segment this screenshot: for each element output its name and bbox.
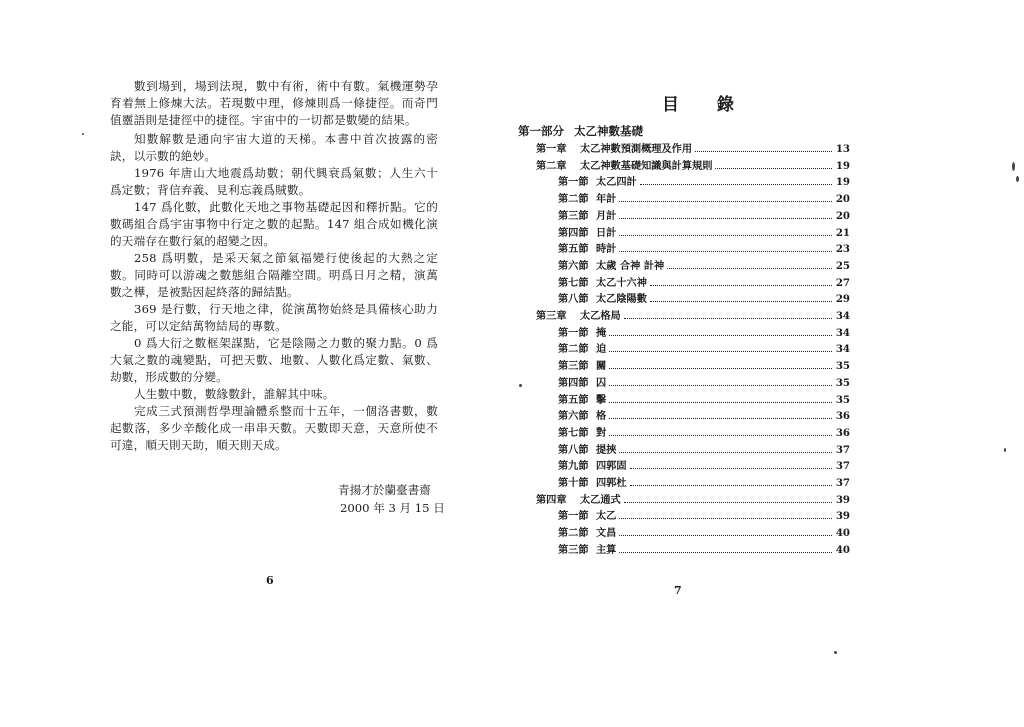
toc-leader-dots: [640, 183, 832, 185]
body-paragraph: 1976 年唐山大地震爲劫數；朝代興衰爲氣數；人生六十爲定數；背信弃義、見利忘義爲賊數。: [110, 166, 438, 197]
toc-entry-page: 20: [835, 193, 850, 206]
toc-entry-title: 擊: [596, 393, 607, 406]
toc-leader-dots: [609, 417, 832, 419]
toc-entry-label: 第一節: [558, 176, 589, 189]
signature-line: 青揚才於蘭臺書齋: [338, 483, 431, 497]
scan-speck: [1016, 176, 1019, 182]
toc-entry-label: 第二章: [536, 159, 567, 172]
toc-entry: [512, 274, 850, 289]
toc-entry-title: 太乙陰陽數: [596, 293, 647, 306]
scan-speck: [834, 651, 837, 654]
toc-entry: [512, 290, 850, 305]
body-paragraph: 0 爲大衍之數框架謀點，它是陰陽之力數的聚力點。0 爲大氣之數的魂變點，可把天數、地數、人數化爲定數、氣數、劫數，形成數的分變。: [110, 336, 438, 384]
toc-entry-title: 月計: [596, 209, 617, 222]
toc-entry-title: 對: [596, 426, 607, 439]
toc-leader-dots: [609, 334, 832, 336]
toc-leader-dots: [609, 367, 832, 369]
toc-leader-dots: [619, 234, 832, 236]
toc-entry-label: 第五節: [558, 393, 589, 406]
toc-entry-title: 太乙: [596, 510, 617, 523]
toc-leader-dots: [619, 250, 832, 252]
toc-entry-page: 35: [835, 360, 850, 373]
toc-entry-label: 第一章: [536, 143, 567, 155]
toc-entry-page: 35: [835, 376, 850, 389]
toc-entry-page: 37: [835, 460, 850, 473]
body-paragraph: 數到場到，場到法現，數中有術，術中有數。氣機運勢孕育着無上修煉大法。若現數中理，修煉則爲一條捷徑。而奇門值靈語則是捷徑中的捷徑。宇宙中的一切都是數變的結果。: [110, 79, 438, 127]
toc-entry-page: 19: [835, 176, 850, 189]
scan-speck: [1004, 448, 1006, 452]
toc-entry-label: 第八節: [558, 443, 589, 456]
toc-entry-title: 迫: [596, 343, 607, 356]
toc-entry-page: 19: [835, 159, 850, 172]
toc-entry: [512, 457, 850, 472]
toc-entry: [512, 391, 850, 406]
toc-entry: [512, 240, 850, 255]
toc-leader-dots: [619, 551, 832, 553]
toc-leader-dots: [667, 267, 832, 269]
toc-entry-label: 第八節: [558, 293, 589, 306]
toc-entry: [512, 424, 850, 439]
toc-entry-page: 40: [835, 527, 850, 540]
toc-entry-label: 第三節: [558, 209, 589, 222]
toc-entry-title: 格: [596, 410, 607, 423]
toc-entry-title: 關: [596, 360, 607, 373]
body-paragraph: 完成三式預測哲學理論體系整而十五年，一個洛書數，數起數落，多少辛酸化成一串串天數。天數即天意，天意所使不可違，順天則天助，順天則天成。: [110, 404, 438, 452]
toc-entry-page: 29: [835, 293, 850, 306]
toc-part-label: 第一部分: [518, 124, 564, 138]
scan-speck: [1012, 162, 1015, 171]
toc-entry-title: 太乙格局: [580, 310, 621, 322]
toc-entry-page: 21: [835, 226, 850, 239]
toc-entry: [512, 441, 850, 456]
toc-leader-dots: [619, 451, 832, 453]
scan-speck: [519, 384, 522, 387]
toc-entry-title: 年計: [596, 193, 617, 206]
toc-entry: [512, 474, 850, 489]
toc-entry-title: 文昌: [596, 527, 617, 540]
toc-leader-dots: [624, 501, 832, 503]
toc-entry-page: 34: [835, 343, 850, 356]
toc-entry: [512, 307, 850, 322]
toc-entry-page: 39: [835, 510, 850, 523]
toc-entry-title: 日計: [596, 226, 617, 239]
toc-entry: [512, 407, 850, 422]
toc-leader-dots: [630, 484, 832, 486]
toc-entry: [512, 190, 850, 205]
toc-entry-label: 第九節: [558, 460, 589, 473]
toc-leader-dots: [650, 284, 832, 286]
toc-leader-dots: [624, 317, 832, 319]
body-paragraph: 258 爲明數，是采天氣之節氣福變行使後起的大熱之定數。同時可以游魂之數態組合隔離空間。明爲日月之精，演萬數之樺，是被點因起終落的歸結點。: [110, 251, 438, 299]
toc-part-heading: [518, 123, 643, 139]
scan-speck: [82, 133, 84, 135]
toc-entry-title: 四郭固: [596, 460, 627, 473]
toc-leader-dots: [715, 167, 832, 169]
toc-entry-label: 第七節: [558, 426, 589, 439]
toc-entry-page: 34: [835, 310, 850, 322]
toc-entry-title: 主算: [596, 543, 617, 556]
toc-leader-dots: [609, 384, 832, 386]
toc-title: 目 錄: [662, 95, 750, 115]
toc-entry-label: 第十節: [558, 477, 589, 489]
toc-entry-label: 第二節: [558, 193, 589, 206]
toc-leader-dots: [619, 534, 832, 536]
body-paragraph: 147 爲化數，此數化天地之事物基礎起因和釋折點。它的數碼組合爲宇宙事物中行定之數的起點。147 組合成如機化演的天端存在數行氣的超變之因。: [110, 200, 438, 248]
toc-entry-label: 第四節: [558, 376, 589, 389]
toc-leader-dots: [650, 300, 832, 302]
right-page: [512, 0, 1024, 727]
toc-leader-dots: [609, 434, 832, 436]
toc-entry-page: 23: [835, 243, 850, 256]
body-paragraph: 人生數中數，數緣數針，誰解其中味。: [134, 387, 335, 401]
toc-entry-title: 掩: [596, 326, 607, 339]
toc-entry-label: 第六節: [558, 410, 589, 423]
toc-entry-label: 第二節: [558, 343, 589, 356]
toc-leader-dots: [609, 350, 832, 352]
toc-entry-label: 第四章: [536, 493, 567, 506]
toc-entry: [512, 491, 850, 506]
toc-entry: [512, 257, 850, 272]
toc-entry-page: 20: [835, 209, 850, 222]
toc-entry-title: 太乙四計: [596, 176, 637, 189]
toc-entry: [512, 324, 850, 339]
toc-entry-title: 太乙神數預測概理及作用: [580, 143, 693, 155]
toc-entry-label: 第三章: [536, 310, 567, 322]
toc-entry: [512, 224, 850, 239]
toc-entry: [512, 507, 850, 522]
toc-entry-title: 囚: [596, 376, 607, 389]
toc-entry-title: 太乙十六神: [596, 276, 647, 289]
toc-entry-title: 提挾: [596, 443, 617, 456]
body-paragraph: 369 是行數，行天地之律，從演萬物始終是具備核心助力之能，可以定結萬物結局的專數。: [110, 302, 438, 333]
toc-leader-dots: [609, 401, 832, 403]
toc-entry-page: 25: [835, 259, 850, 272]
toc-entry-page: 13: [835, 143, 850, 155]
toc-part-title: 太乙神數基礎: [574, 124, 643, 138]
toc-entry-title: 太乙神數基礎知識與計算規則: [580, 159, 713, 172]
page-number: 7: [674, 584, 682, 597]
toc-entry-page: 34: [835, 326, 850, 339]
toc-entry-label: 第一節: [558, 510, 589, 523]
toc-entry: [512, 340, 850, 355]
toc-entry: [512, 374, 850, 389]
toc-entry: [512, 357, 850, 372]
toc-entry: [512, 140, 850, 155]
page-number: 6: [266, 574, 274, 587]
toc-entry-page: 37: [835, 443, 850, 456]
body-paragraph: 知數解數是通向宇宙大道的天梯。本書中首次披露的密訣，以示數的絶妙。: [110, 132, 438, 163]
toc-entry-label: 第四節: [558, 226, 589, 239]
toc-entry-page: 39: [835, 493, 850, 506]
toc-entry: [512, 207, 850, 222]
toc-entry-title: 太歲 合神 計神: [596, 259, 665, 272]
toc-entry-label: 第五節: [558, 243, 589, 256]
toc-entry-label: 第三節: [558, 360, 589, 373]
toc-entry-title: 四郭杜: [596, 477, 627, 489]
toc-entry-page: 36: [835, 410, 850, 423]
toc-entry-label: 第三節: [558, 543, 589, 556]
toc-entry-page: 27: [835, 276, 850, 289]
toc-entry-title: 時計: [596, 243, 617, 256]
toc-entry: [512, 173, 850, 188]
toc-entry-title: 太乙通式: [580, 493, 621, 506]
toc-leader-dots: [695, 150, 832, 152]
toc-entry-page: 35: [835, 393, 850, 406]
toc-entry-page: 36: [835, 426, 850, 439]
toc-entry: [512, 157, 850, 172]
toc-leader-dots: [619, 217, 832, 219]
toc-entry-page: 37: [835, 477, 850, 489]
toc-entry-label: 第一節: [558, 326, 589, 339]
toc-entry: [512, 524, 850, 539]
toc-entry-label: 第七節: [558, 276, 589, 289]
toc-leader-dots: [619, 517, 832, 519]
toc-entry-label: 第六節: [558, 259, 589, 272]
signature-date: 2000 年 3 月 15 日: [340, 501, 445, 515]
toc-leader-dots: [630, 467, 832, 469]
toc-entry: [512, 541, 850, 556]
toc-leader-dots: [619, 200, 832, 202]
toc-entry-page: 40: [835, 543, 850, 556]
toc-entry-label: 第二節: [558, 527, 589, 540]
